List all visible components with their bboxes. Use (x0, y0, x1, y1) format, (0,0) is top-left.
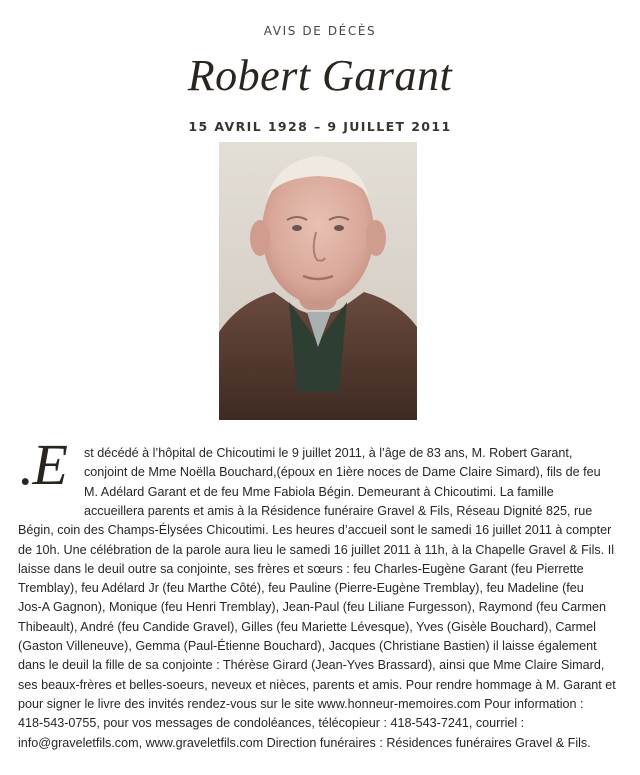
body-line: Bégin, coin des Champs-Élysées Chicoutimi. Les heures d’accueil sont le samedi 16 juillet 2011 à compter (18, 523, 612, 538)
body-line: st décédé à l’hôpital de Chicoutimi le 9 juillet 2011, à l’âge de 83 ans, M. Robert Garant, (84, 446, 573, 460)
body-line: accueillera parents et amis à la Résidence funéraire Gravel & Fils, Réseau Dignité 825, rue (84, 503, 593, 518)
body-line: Jos-A Gagnon), Monique (feu Henri Tremblay), Jean-Paul (feu Liliane Furgesson), Raymond (feu Carmen (18, 600, 606, 615)
portrait-photo (219, 142, 417, 420)
body-line: laisse dans le deuil outre sa conjointe, ses frères et sœurs : feu Charles-Eugène Garant (feu Pierrette (18, 561, 584, 576)
body-line: Tremblay), feu Adélard Jr (feu Marthe Côté), feu Pauline (Pierre-Eugène Tremblay), feu Madeline (feu (18, 581, 584, 596)
notice-kicker: AVIS DE DÉCÈS (263, 24, 377, 38)
deceased-name: Robert Garant (187, 51, 453, 100)
drop-cap-letter: E (32, 432, 68, 497)
body-line: 418-543-0755, pour vos messages de condoléances, télécopieur : 418-543-7241, courriel : (18, 716, 525, 731)
drop-cap (18, 432, 78, 500)
body-line: dans le deuil la fille de sa conjointe : Thérèse Girard (Jean-Yves Brassard), ainsi que Mme Claire Simard, (18, 658, 605, 673)
life-dates: 15 AVRIL 1928 – 9 JUILLET 2011 (188, 119, 452, 134)
body-line: pour signer le livre des invités rendez-vous sur le site www.honneur-memoires.com Pour information : (18, 696, 584, 711)
body-line: Thibeault), André (feu Candide Gravel), Gilles (feu Mariette Lévesque), Yves (Gisèle Bouchard), Carmel (18, 619, 596, 634)
body-line: info@graveletfils.com, www.graveletfils.com Direction funéraires : Résidences funéraires Gravel & Fils. (18, 735, 591, 750)
body-line: ses beaux-frères et belles-soeurs, neveux et nièces, parents et amis. Pour rendre hommage à M. Garant et (18, 677, 616, 692)
body-line: de 10h. Une célébration de la parole aura lieu le samedi 16 juillet 2011 à 11h, à la Chapelle Gravel & Fils. Il (18, 542, 614, 557)
body-line: M. Adélard Garant et de feu Mme Fabiola Bégin. Demeurant à Chicoutimi. La famille (84, 484, 554, 499)
body-line: (Gaston Villeneuve), Gemma (Paul-Étienne Bouchard), Jacques (Christiane Bastien) il laisse également (18, 639, 597, 653)
drop-cap-dot: . (18, 432, 33, 497)
body-line: conjoint de Mme Noëlla Bouchard,(époux en 1ière noces de Dame Claire Simard), fils de feu (84, 465, 601, 480)
